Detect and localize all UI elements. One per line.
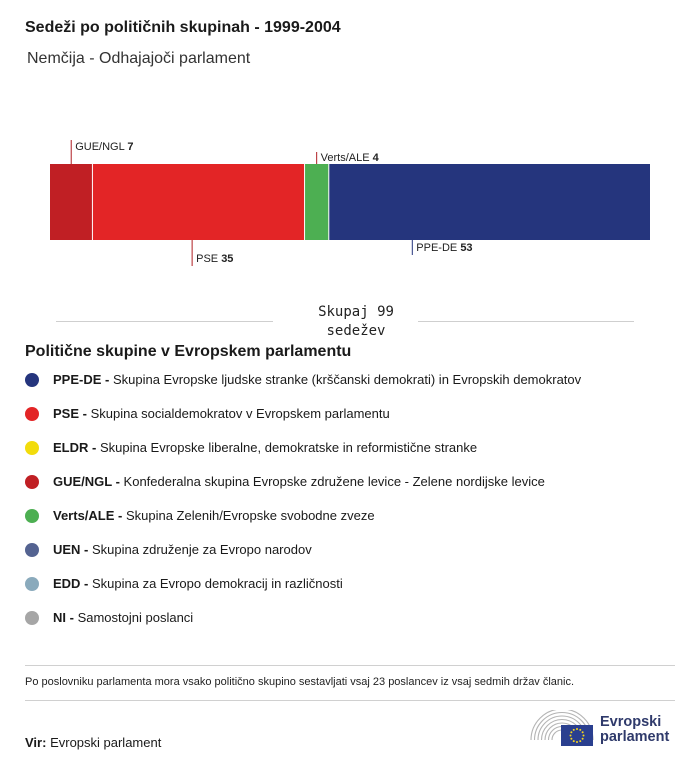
european-parliament-logo <box>528 710 678 750</box>
legend-title: Politične skupine v Evropskem parlamentu <box>25 343 352 360</box>
total-seats <box>56 302 634 342</box>
legend-dot <box>25 577 39 591</box>
total-line-2: sedežev <box>326 323 386 339</box>
seat-bar-chart <box>0 130 700 280</box>
total-divider-left <box>56 321 273 322</box>
divider <box>25 665 675 666</box>
legend-abbr: NI - <box>53 610 74 625</box>
legend-dot <box>25 475 39 489</box>
legend-abbr: Verts/ALE - <box>53 508 123 523</box>
legend-dot <box>25 373 39 387</box>
legend-dot <box>25 611 39 625</box>
legend-description: Samostojni poslanci <box>73 610 194 625</box>
segment-label: GUE/NGL 7 <box>75 141 134 153</box>
legend-description: Skupina Evropske ljudske stranke (krščanski demokrati) in Evropskih demokratov <box>109 372 582 387</box>
logo-line-2: parlament <box>600 729 670 745</box>
source <box>25 735 161 750</box>
divider <box>25 700 675 701</box>
segment-label: PPE-DE 53 <box>416 242 473 254</box>
footnote: Po poslovniku parlamenta mora vsako politično skupino sestavljati vsaj 23 poslancev iz vsaj sedmih držav članic. <box>25 676 575 688</box>
legend-dot <box>25 509 39 523</box>
legend-abbr: GUE/NGL - <box>53 474 120 489</box>
total-line-1: Skupaj 99 <box>318 304 394 320</box>
legend-abbr: PPE-DE - <box>53 372 110 387</box>
bar-segment-ppe-de <box>329 164 650 240</box>
legend-abbr: UEN - <box>53 542 89 557</box>
legend-dot <box>25 407 39 421</box>
legend-description: Skupina Zelenih/Evropske svobodne zveze <box>122 508 375 523</box>
legend-description: Konfederalna skupina Evropske združene levice - Zelene nordijske levice <box>119 474 545 489</box>
legend-abbr: PSE - <box>53 406 87 421</box>
total-divider-right <box>418 321 634 322</box>
legend-description: Skupina socialdemokratov v Evropskem parlamentu <box>86 406 390 421</box>
legend-description: Skupina združenje za Evropo narodov <box>88 542 312 557</box>
chart-title: Sedeži po političnih skupinah - 1999-2004 <box>25 19 341 36</box>
logo-text <box>600 715 669 745</box>
segment-label: Verts/ALE 4 <box>320 152 379 164</box>
legend-abbr: EDD - <box>53 576 89 591</box>
total-label <box>306 303 406 341</box>
bar-segment-gue-ngl <box>50 164 92 240</box>
segment-label: PSE 35 <box>196 253 234 265</box>
legend-description: Skupina za Evropo demokracij in različnosti <box>88 576 343 591</box>
logo-line-1: Evropski <box>600 714 662 730</box>
legend-dot <box>25 543 39 557</box>
bar-segment-pse <box>92 164 304 240</box>
legend-dot <box>25 441 39 455</box>
legend-abbr: ELDR - <box>53 440 97 455</box>
source-text: Evropski parlament <box>50 735 162 750</box>
bar-segment-verts-ale <box>305 164 329 240</box>
chart-subtitle: Nemčija - Odhajajoči parlament <box>27 50 251 67</box>
legend-description: Skupina Evropske liberalne, demokratske in reformistične stranke <box>96 440 478 455</box>
source-label: Vir: <box>25 735 47 750</box>
